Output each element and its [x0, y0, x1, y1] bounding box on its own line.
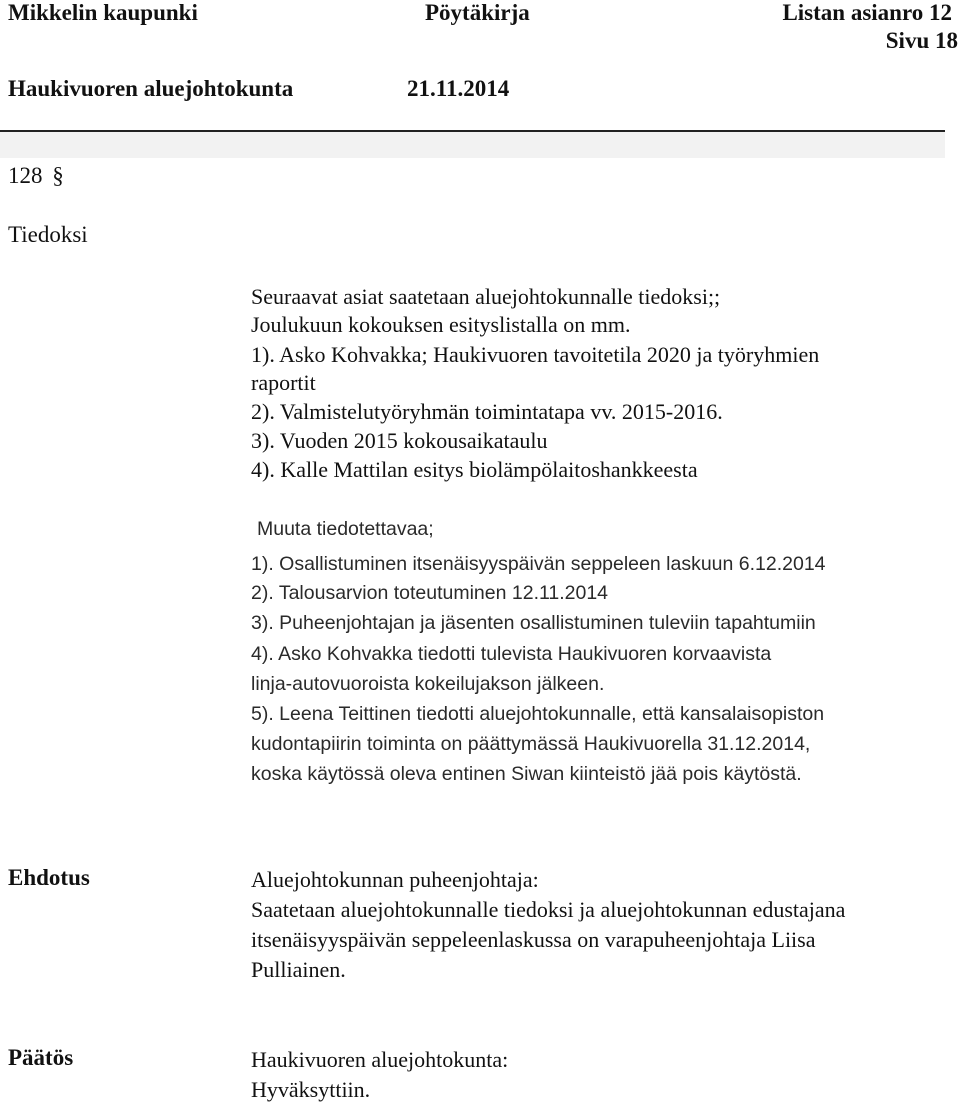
- proposal-line: Saatetaan aluejohtokunnalle tiedoksi ja aluejohtokunnan edustajana: [251, 897, 846, 922]
- other-info-line: linja-autovuoroista kokeilujakson jälkeen.: [251, 673, 605, 695]
- header-band: [0, 132, 945, 158]
- info-line: 4). Kalle Mattilan esitys biolämpölaitoshankkeesta: [251, 457, 698, 482]
- document-type: Pöytäkirja: [425, 0, 530, 25]
- section-title: Tiedoksi: [8, 222, 88, 247]
- proposal-line: itsenäisyyspäivän seppeleenlaskussa on varapuheenjohtaja Liisa: [251, 927, 816, 952]
- section-number-value: 128: [8, 163, 43, 188]
- info-line: Seuraavat asiat saatetaan aluejohtokunnalle tiedoksi;;: [251, 284, 721, 309]
- header-divider: [0, 130, 945, 132]
- meeting-date: 21.11.2014: [407, 76, 510, 101]
- section-number: [8, 163, 64, 189]
- other-info-line: 4). Asko Kohvakka tiedotti tulevista Haukivuoren korvaavista: [251, 643, 772, 665]
- decision-line: Hyväksyttiin.: [251, 1077, 371, 1102]
- other-info-line: kudontapiirin toiminta on päättymässä Haukivuorella 31.12.2014,: [251, 733, 811, 755]
- page-number: Sivu 18: [885, 28, 958, 53]
- other-info-line: 1). Osallistuminen itsenäisyyspäivän seppeleen laskuun 6.12.2014: [251, 553, 826, 575]
- other-info-line: 2). Talousarvion toteutuminen 12.11.2014: [251, 582, 609, 604]
- org-name: Mikkelin kaupunki: [8, 0, 198, 25]
- other-info-line: 5). Leena Teittinen tiedotti aluejohtokunnalle, että kansalaisopiston: [251, 703, 825, 725]
- info-line: raportit: [251, 370, 316, 395]
- item-number: Listan asianro 12: [782, 0, 952, 25]
- decision-label: Päätös: [8, 1045, 74, 1070]
- section-symbol: §: [52, 163, 64, 188]
- other-info-line: 3). Puheenjohtajan ja jäsenten osallistuminen tuleviin tapahtumiin: [251, 612, 816, 634]
- info-line: Joulukuun kokouksen esityslistalla on mm.: [251, 312, 631, 337]
- proposal-line: Aluejohtokunnan puheenjohtaja:: [251, 867, 539, 892]
- info-line: 2). Valmistelutyöryhmän toimintatapa vv. 2015-2016.: [251, 399, 723, 424]
- proposal-label: Ehdotus: [8, 865, 90, 890]
- decision-line: Haukivuoren aluejohtokunta:: [251, 1047, 509, 1072]
- committee-name: Haukivuoren aluejohtokunta: [8, 76, 294, 101]
- proposal-line: Pulliainen.: [251, 957, 346, 982]
- other-info-line: koska käytössä oleva entinen Siwan kiinteistö jää pois käytöstä.: [251, 763, 802, 785]
- other-info-title: Muuta tiedotettavaa;: [257, 518, 434, 540]
- info-line: 3). Vuoden 2015 kokousaikataulu: [251, 428, 548, 453]
- info-line: 1). Asko Kohvakka; Haukivuoren tavoitetila 2020 ja työryhmien: [251, 342, 820, 367]
